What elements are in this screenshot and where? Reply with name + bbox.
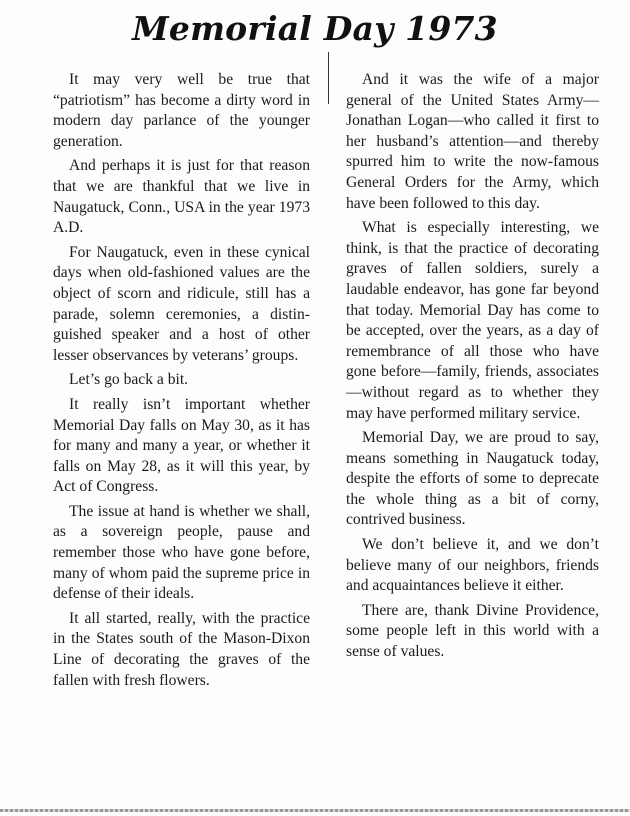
paragraph: For Naugatuck, even in these cynical days when old-fashioned values are the object of scorn and ridicule, still has a parade, solemn ceremonies, a distinguished speaker and a host of other lesser observances by veterans’ groups. xyxy=(53,243,310,364)
paragraph: Let’s go back a bit. xyxy=(69,371,189,389)
paragraph: Memorial Day, we are proud to say, means something in Naugatuck today, despite the efforts of some to deprecate the whole thing as a bit of corny, contrived business. xyxy=(346,429,599,529)
right-column xyxy=(346,70,599,667)
paragraph: We don’t believe it, and we don’t believe many of our neighbors, friends and acquaintances believe it either. xyxy=(346,536,599,595)
column-divider xyxy=(328,52,329,104)
paragraph: There are, thank Divine Providence, some people left in this world with a sense of values. xyxy=(346,601,599,661)
paragraph: It may very well be true that “patriotism” has become a dirty word in modern day parlance of the younger generation. xyxy=(53,71,310,150)
paragraph: And it was the wife of a major general of the United States Army—Jonathan Logan—who called it first to her husband’s attention—and thereby spurred him to write the now-famous General Orders for the Army, which have been followed to this day. xyxy=(346,71,599,212)
paragraph: It all started, really, with the practice in the States south of the Mason-Dixon Line of decorating the graves of the fallen with fresh flowers. xyxy=(53,609,310,689)
paragraph: The issue at hand is whether we shall, as a sovereign people, pause and remember those who have gone before, many of whom paid the supreme price in defense of their ideals. xyxy=(53,502,310,603)
paragraph: It really isn’t important whether Memorial Day falls on May 30, as it has for many and many a year, or whether it falls on May 28, as it will this year, by Act of Congress. xyxy=(53,395,310,496)
headline: Memorial Day 1973 xyxy=(132,9,498,48)
left-column xyxy=(53,70,310,695)
bottom-rule xyxy=(0,809,630,812)
paragraph: And perhaps it is just for that reason that we are thankful that we live in Naugatuck, Conn., USA in the year 1973 A.D. xyxy=(53,157,310,237)
paragraph: What is especially interesting, we think, is that the practice of decorating graves of fallen soldiers, surely a laudable endeavor, has gone far beyond that today. Memorial Day has come to be accepted, over the years, as a day of remembrance of all those who have gone before—family, friends, associates—without regard as to whether they may have performed military service. xyxy=(346,219,599,422)
